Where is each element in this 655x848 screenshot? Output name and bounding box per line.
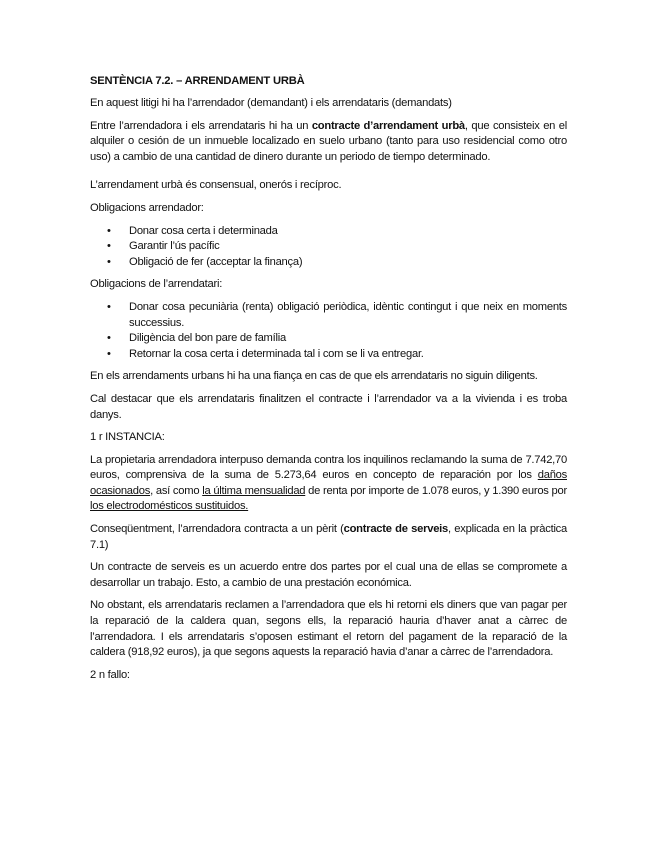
list-item: • Donar cosa certa i determinada	[129, 224, 567, 240]
text-run: de renta por importe de 1.078 euros, y 1.390 euros por	[305, 484, 567, 497]
paragraph-services-definition: Un contracte de serveis es un acuerdo entre dos partes por el cual una de ellas se compromete a desarrollar un trabajo. Esto, a cambio de una prestación económica.	[90, 561, 567, 589]
paragraph-boiler-claim: No obstant, els arrendataris reclamen a l’arrendadora que els hi retorni els diners que van pagar per la reparació de la caldera quan, segons ells, la reparació hauria d’haver anat a càrrec de l’arrendadora. I els arrendataris s’oposen estimant el retorn del pagament de la reparació de la caldera (918,92 euros), ja que segons aquests la reparació havia d’anar a càrrec de l’arrendadora.	[90, 599, 567, 659]
paragraph-parties: En aquest litigi hi ha l’arrendador (demandant) i els arrendataris (demandats)	[90, 97, 452, 109]
heading-landlord-obligations: Obligacions arrendador:	[90, 201, 204, 214]
text-run: , así como	[150, 484, 203, 497]
heading-second-ruling: 2 n fallo:	[90, 668, 130, 681]
underlined-damages: daños ocasionados	[90, 469, 567, 497]
underlined-last-payment: la última mensualidad	[202, 484, 306, 497]
list-item: • Donar cosa pecuniària (renta) obligació periòdica, idèntic contingut i que neix en moments successius.	[129, 300, 567, 331]
paragraph-expert	[90, 522, 567, 553]
bold-term-services: contracte de serveis	[343, 523, 448, 536]
document-title: SENTÈNCIA 7.2. – ARRENDAMENT URBÀ	[90, 75, 305, 87]
list-item: • Garantir l’ús pacífic	[129, 239, 567, 255]
list-item: • Retornar la cosa certa i determinada tal i com se li va entregar.	[129, 347, 567, 363]
paragraph-claim	[90, 453, 567, 515]
heading-first-instance: 1 r INSTANCIA:	[90, 431, 165, 444]
text-run: La propietaria arrendadora interpuso demanda contra los inquilinos reclamando la suma de 7.742,70 euros, comprensiva de la suma de 5.273,64 euros en concepto de reparación por los	[90, 453, 567, 482]
landlord-obligations-list	[90, 224, 567, 271]
underlined-appliances: los electrodomésticos sustituidos.	[90, 500, 249, 513]
bold-term-contract: contracte d’arrendament urbà	[311, 119, 465, 132]
paragraph-characteristics: L’arrendament urbà és consensual, onerós i recíproc.	[90, 179, 342, 192]
list-item: • Obligació de fer (acceptar la finança)	[129, 255, 567, 271]
text-run: , explicada en la pràctica 7.1)	[90, 523, 567, 551]
paragraph-contract-definition	[90, 119, 567, 166]
text-run: , que consisteix en el alquiler o cesión de un inmueble localizado en suelo urbano (tanto para uso residencial como otro uso) a cambio de una cantidad de dinero durante un periodo de tiempo determinado.	[90, 119, 567, 163]
tenant-obligations-list	[90, 300, 567, 362]
text-run: Conseqüentment, l’arrendadora contracta a un pèrit (	[90, 523, 344, 536]
paragraph-deposit: En els arrendaments urbans hi ha una fiança en cas de que els arrendataris no siguin diligents.	[90, 370, 538, 383]
paragraph-damages: Cal destacar que els arrendataris finalitzen el contracte i l’arrendador va a la vivienda i es troba danys.	[90, 392, 567, 421]
heading-tenant-obligations: Obligacions de l’arrendatari:	[90, 278, 223, 291]
text-run: Entre l’arrendadora i els arrendataris hi ha un	[90, 119, 312, 132]
list-item: • Diligència del bon pare de família	[129, 331, 567, 347]
